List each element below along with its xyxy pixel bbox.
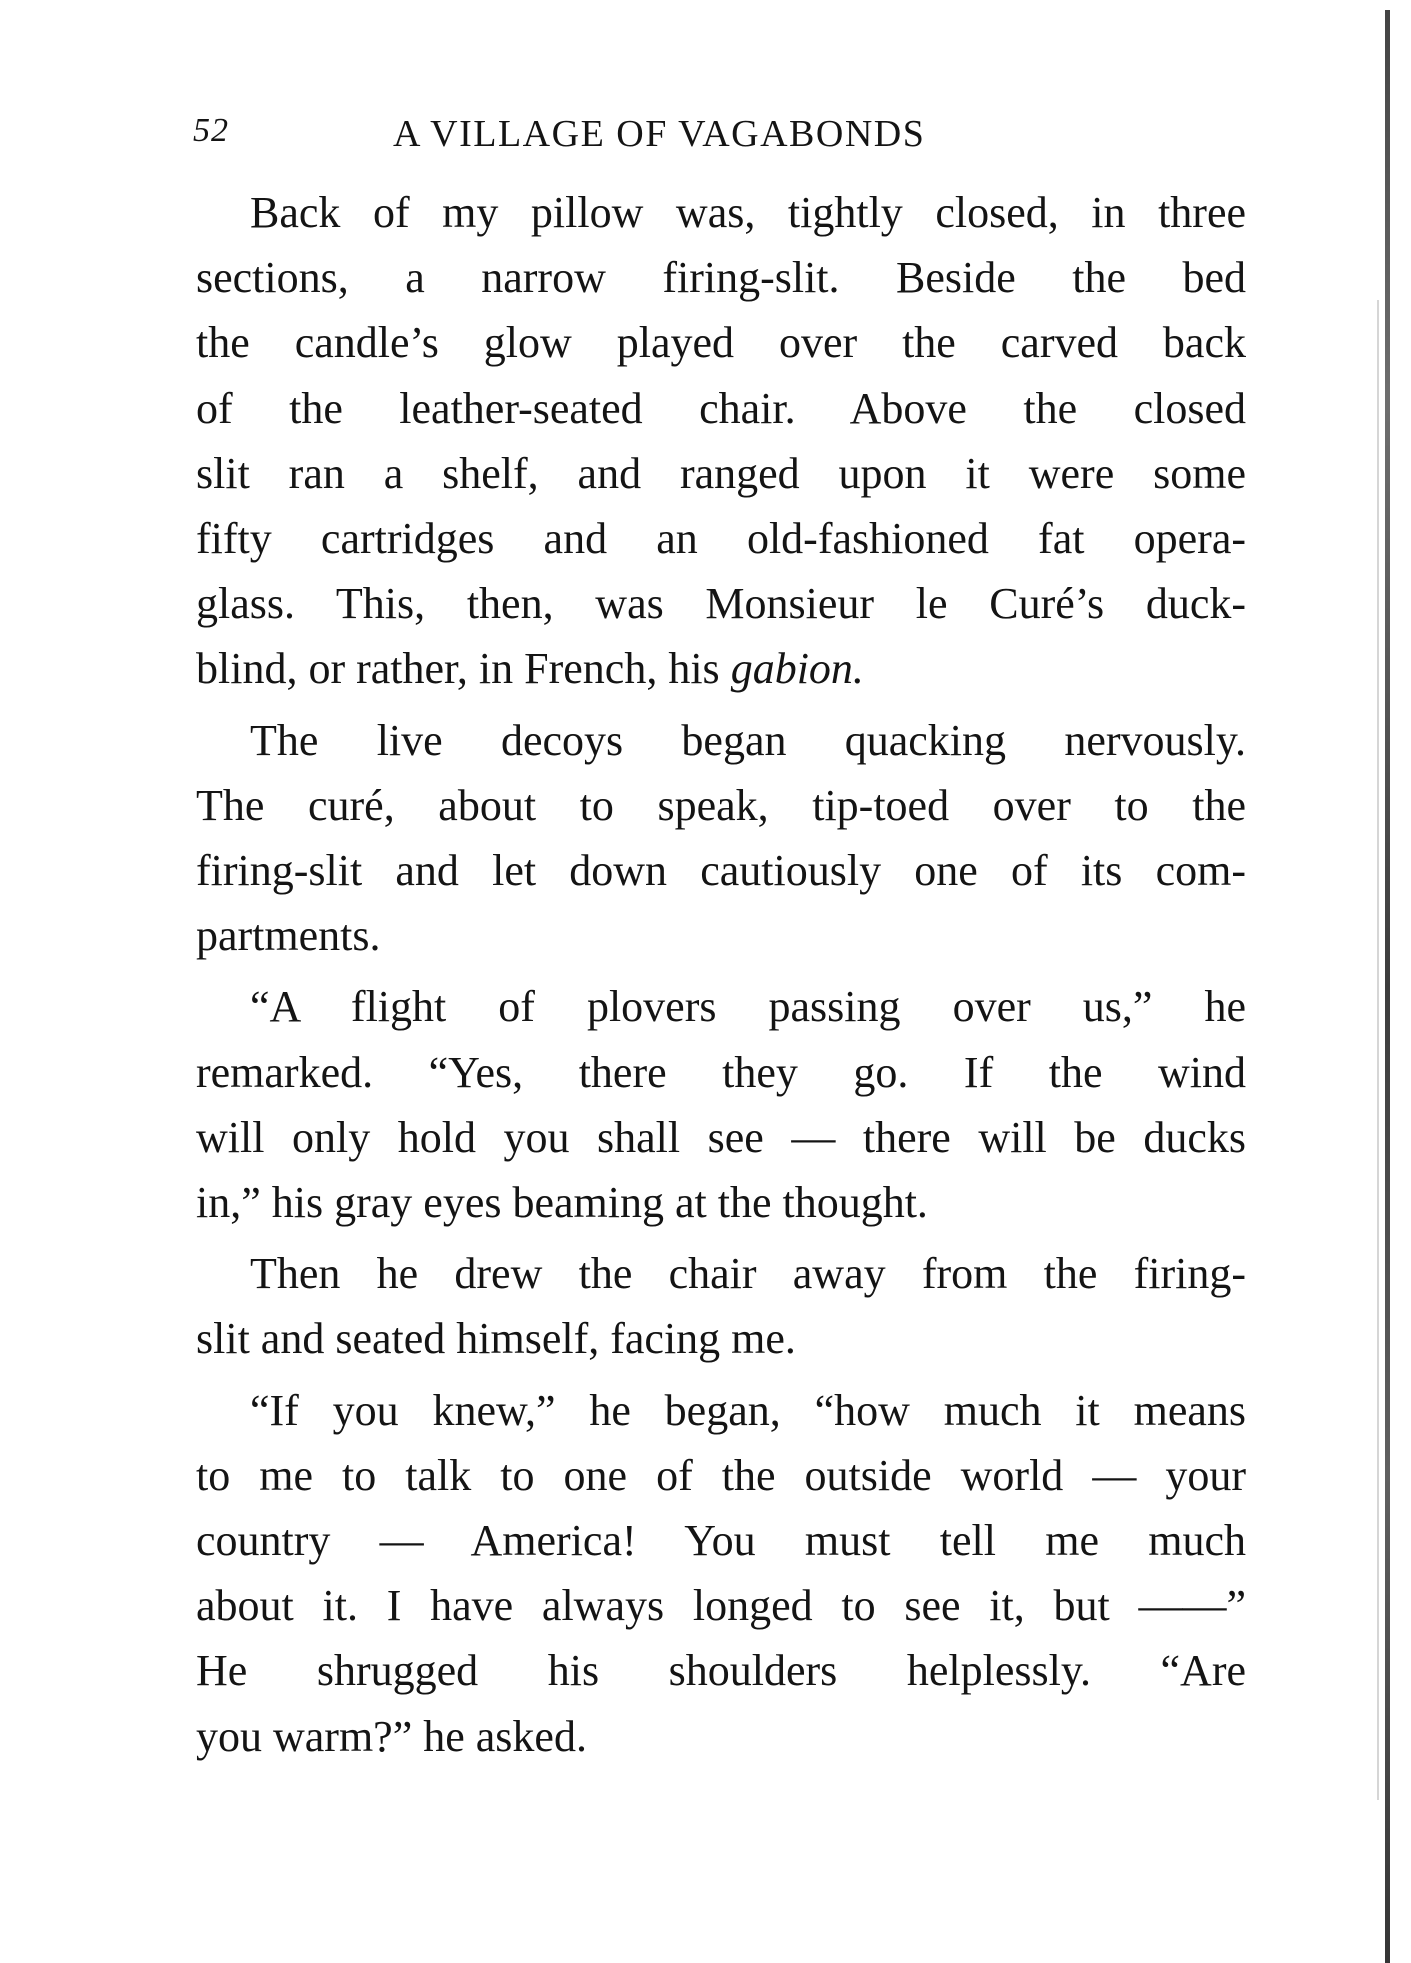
running-title: A VILLAGE OF VAGABONDS	[393, 113, 926, 155]
text-line: will only hold you shall see — there will be ducks	[196, 1112, 1246, 1162]
gutter-shadow	[1377, 300, 1379, 1800]
text-line: Then he drew the chair away from the firing-	[250, 1249, 1246, 1299]
text-line: about it. I have always longed to see it, but ——”	[196, 1581, 1246, 1631]
text-line: of the leather-seated chair. Above the closed	[196, 383, 1246, 433]
paragraph	[196, 708, 1246, 969]
text-line: The curé, about to speak, tip-toed over to the	[196, 780, 1246, 830]
text-line: remarked. “Yes, there they go. If the wind	[196, 1047, 1246, 1097]
body-text	[196, 180, 1246, 1769]
binding-edge	[1385, 10, 1390, 1963]
text-line: the candle’s glow played over the carved back	[196, 318, 1246, 368]
text-line: slit ran a shelf, and ranged upon it were some	[196, 448, 1246, 498]
paragraph	[196, 974, 1246, 1235]
text-line: you warm?” he asked.	[196, 1711, 587, 1761]
paragraph	[196, 1378, 1246, 1769]
text-line: Back of my pillow was, tightly closed, in three	[250, 188, 1246, 237]
text-segment: blind, or rather, in French, his	[196, 644, 731, 694]
text-line: fifty cartridges and an old-fashioned fat opera-	[196, 514, 1246, 564]
text-line: slit and seated himself, facing me.	[196, 1314, 796, 1364]
text-line: to me to talk to one of the outside world — your	[196, 1450, 1246, 1500]
text-line: glass. This, then, was Monsieur le Curé’s duck-	[196, 579, 1246, 629]
text-line: partments.	[196, 911, 381, 961]
page-number: 52	[193, 112, 229, 149]
text-line: firing-slit and let down cautiously one of its com-	[196, 846, 1246, 896]
text-line: “If you knew,” he began, “how much it means	[250, 1385, 1246, 1435]
text-line: sections, a narrow firing-slit. Beside the bed	[196, 253, 1246, 303]
text-line: country — America! You must tell me much	[196, 1516, 1246, 1566]
text-line	[196, 636, 1246, 701]
text-line: “A flight of plovers passing over us,” he	[250, 982, 1246, 1032]
paragraph	[196, 1241, 1246, 1371]
text-line: The live decoys began quacking nervously.	[250, 715, 1246, 765]
paragraph	[196, 180, 1246, 702]
page-header	[193, 112, 1053, 162]
text-line: in,” his gray eyes beaming at the thought.	[196, 1178, 928, 1228]
text-line: He shrugged his shoulders helplessly. “Are	[196, 1646, 1246, 1696]
italic-word: gabion.	[730, 644, 864, 694]
